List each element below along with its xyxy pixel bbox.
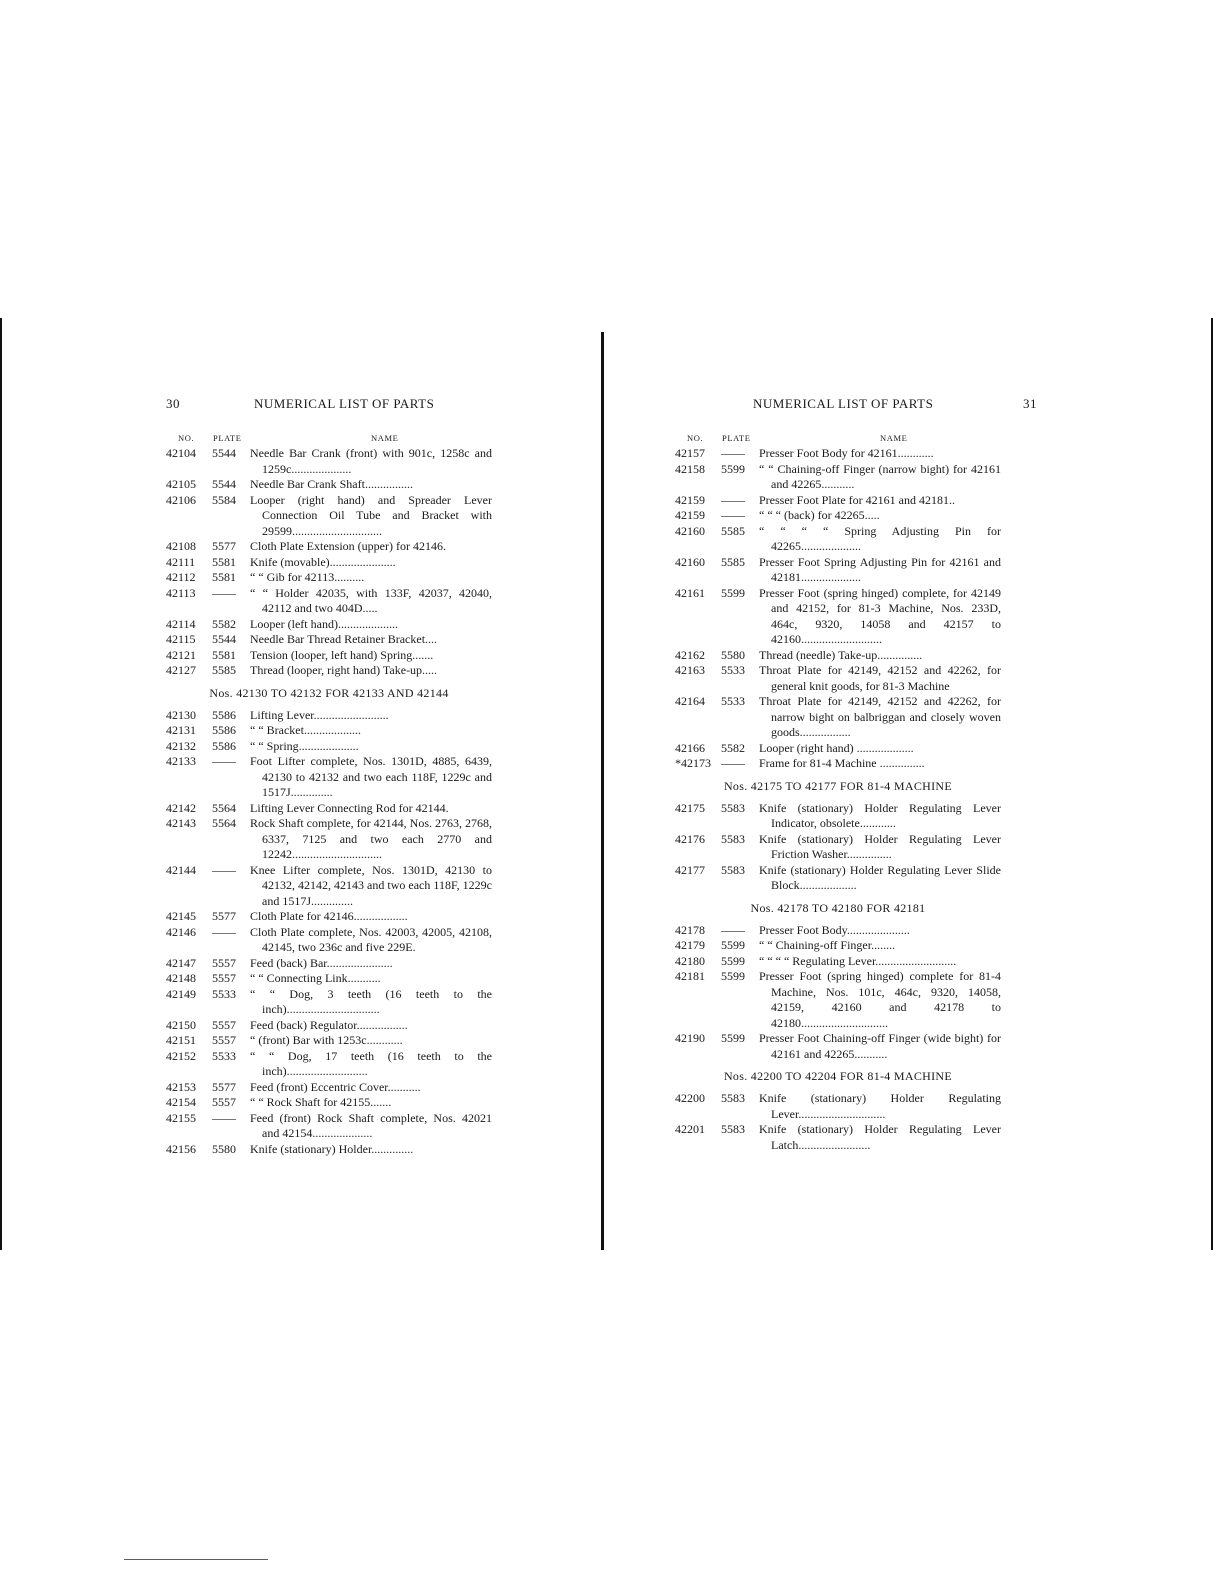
part-row [675,493,1001,509]
part-row [675,938,1001,954]
part-name: “ “ “ “ Regulating Lever........................... [759,953,957,968]
part-name-cell [250,925,492,956]
part-name-cell [250,663,492,679]
part-number: 42144 [166,862,196,877]
part-number: 42127 [166,663,196,677]
part-name-cell [250,816,492,863]
part-row [166,1142,492,1158]
part-number: 42105 [166,477,196,491]
part-name-cell [250,648,492,664]
part-number: 42201 [675,1122,705,1136]
part-row [675,648,1001,664]
plate-number: 5585 [721,554,745,569]
part-name-cell [759,832,1001,863]
plate-number: 5599 [721,969,745,983]
part-name-cell [759,923,1001,939]
part-row [166,663,492,679]
plate-number: —— [212,924,236,939]
part-row [675,863,1001,894]
part-row [166,446,492,477]
part-name: Presser Foot (spring hinged) complete, for 42149 and 42152, for 81-3 Machine, Nos. 233D, 464c, 9320, 14058 and 42157 to 42160........................... [759,585,1001,646]
part-name-cell [759,493,1001,509]
part-number: 42113 [166,585,196,600]
part-name-cell [250,493,492,540]
plate-number: 5584 [212,492,236,507]
part-number: 42145 [166,909,196,923]
part-name-cell [250,956,492,972]
part-number: 42178 [675,922,705,937]
part-name-cell [759,863,1001,894]
page-title: NUMERICAL LIST OF PARTS [753,396,934,411]
plate-number: 5577 [212,1079,236,1094]
part-name: Feed (front) Eccentric Cover........... [250,1079,421,1094]
part-number: 42157 [675,446,705,460]
plate-number: 5599 [721,953,745,968]
part-name: Looper (right hand) and Spreader Lever Connection Oil Tube and Bracket with 29599.............................. [250,492,492,538]
part-row [675,555,1001,586]
plate-number: 5585 [721,523,745,538]
part-name-cell [250,1111,492,1142]
part-name: Knife (stationary) Holder Regulating Lever Indicator, obsolete............ [759,800,1001,830]
part-name: Knife (stationary) Holder Regulating Lever Latch........................ [759,1122,1001,1152]
part-name-cell [759,663,1001,694]
part-number: 42163 [675,663,705,677]
part-number: 42153 [166,1079,196,1094]
part-number: 42150 [166,1017,196,1032]
part-name-cell [759,555,1001,586]
part-number: 42160 [675,523,705,538]
part-row [166,816,492,863]
header-name: NAME [371,433,399,443]
part-name: Presser Foot (spring hinged) complete for 81-4 Machine, Nos. 101c, 464c, 9320, 14058, 42159, 42160 and 42178 to 42180............................. [759,969,1001,1030]
part-name: “ “ “ (back) for 42265..... [759,508,880,522]
parts-list-c [675,923,1001,1063]
part-row [166,570,492,586]
part-row [675,969,1001,1031]
column-headers [166,430,492,446]
part-name-cell [250,1033,492,1049]
plate-number: 5533 [212,986,236,1001]
plate-number: 5577 [212,539,236,553]
part-name-cell [250,539,492,555]
part-number: 42200 [675,1091,705,1105]
part-row [166,956,492,972]
part-number: 42112 [166,570,196,584]
part-number: 42133 [166,754,196,768]
part-number: 42155 [166,1110,196,1125]
part-number: 42106 [166,492,196,507]
part-name: “ “ Chaining-off Finger (narrow bight) for 42161 and 42265........... [759,461,1001,491]
part-number: 42160 [675,554,705,569]
part-number: 42142 [166,800,196,815]
plate-number: 5580 [721,647,745,662]
part-number: 42143 [166,816,196,830]
plate-number: —— [721,922,745,937]
part-row [166,1080,492,1096]
part-number: 42181 [675,969,705,983]
column-headers [675,430,1001,446]
part-name-cell [250,971,492,987]
plate-number: 5582 [721,740,745,755]
part-name-cell [759,801,1001,832]
part-name-cell [250,477,492,493]
page-number: 31 [1023,396,1037,411]
part-row [166,555,492,571]
part-name-cell [759,954,1001,970]
part-row [166,586,492,617]
part-name: Frame for 81-4 Machine ............... [759,756,925,770]
part-name: Feed (back) Bar...................... [250,955,393,970]
plate-number: —— [721,508,745,522]
part-row [166,1111,492,1142]
plate-number: 5582 [212,616,236,631]
part-row [166,863,492,910]
plate-number: 5586 [212,738,236,753]
part-number: 42130 [166,707,196,722]
parts-list-b [166,708,492,1158]
plate-number: 5586 [212,723,236,737]
right-running-head [675,396,1037,416]
plate-number: 5544 [212,477,236,491]
part-name: “ “ Holder 42035, with 133F, 42037, 42040, 42112 and two 404D..... [250,585,492,615]
part-number: 42159 [675,492,705,507]
header-no: NO. [178,433,195,443]
part-name: Feed (front) Rock Shaft complete, Nos. 42021 and 42154.................... [250,1110,492,1140]
part-row [675,954,1001,970]
part-name: Presser Foot Chaining-off Finger (wide bight) for 42161 and 42265........... [759,1031,1001,1061]
plate-number: —— [721,492,745,507]
part-number: 42154 [166,1095,196,1109]
part-row [675,832,1001,863]
part-row [675,446,1001,462]
plate-number: 5581 [212,554,236,569]
part-name-cell [250,446,492,477]
plate-number: 5533 [212,1048,236,1063]
part-number: 42190 [675,1031,705,1045]
part-number: 42180 [675,953,705,968]
part-name-cell [759,508,1001,524]
part-row [166,708,492,724]
header-plate: PLATE [213,433,242,443]
part-number: 42146 [166,924,196,939]
part-name: Presser Foot Spring Adjusting Pin for 42161 and 42181.................... [759,554,1001,584]
part-number: 42104 [166,446,196,460]
part-row [166,493,492,540]
part-name: Cloth Plate for 42146.................. [250,909,408,923]
part-number: 42162 [675,647,705,662]
parts-list-a [675,446,1001,772]
bottom-link-line [124,1559,268,1560]
plate-number: 5583 [721,862,745,877]
part-row [166,971,492,987]
part-name: Feed (back) Regulator................. [250,1017,408,1032]
part-name: Looper (right hand) ................... [759,740,914,755]
plate-number: 5557 [212,971,236,985]
part-name: Knife (movable)...................... [250,554,396,569]
plate-number: 5583 [721,800,745,815]
part-name: Needle Bar Crank (front) with 901c, 1258c and 1259c.................... [250,446,492,476]
part-name-cell [250,801,492,817]
plate-number: 5580 [212,1141,236,1156]
plate-number: 5544 [212,632,236,646]
header-name: NAME [880,433,908,443]
part-name: “ “ Rock Shaft for 42155....... [250,1095,392,1109]
header-no: NO. [687,433,704,443]
plate-number: 5557 [212,1033,236,1047]
part-name-cell [759,694,1001,741]
part-number: 42114 [166,616,196,631]
part-name-cell [250,723,492,739]
left-scan-edge [0,318,2,1250]
part-name-cell [759,446,1001,462]
part-name: Throat Plate for 42149, 42152 and 42262, for narrow bight on balbriggan and closely woven goods................. [759,694,1001,739]
plate-number: 5583 [721,1091,745,1105]
part-name: “ (front) Bar with 1253c............ [250,1033,403,1047]
part-name: Thread (needle) Take-up............... [759,647,923,662]
part-name: Rock Shaft complete, for 42144, Nos. 2763, 2768, 6337, 7125 and two each 2770 and 12242.............................. [250,816,492,861]
part-name: Throat Plate for 42149, 42152 and 42262, for general knit goods, for 81-3 Machine [759,663,1001,693]
part-name: Tension (looper, left hand) Spring....... [250,647,434,662]
part-row [166,801,492,817]
plate-number: 5599 [721,938,745,952]
parts-list-a [166,446,492,679]
part-row [675,741,1001,757]
part-name: Lifting Lever......................... [250,707,389,722]
plate-number: 5599 [721,461,745,476]
part-number: *42173 [675,756,711,770]
part-row [166,987,492,1018]
part-name-cell [759,1031,1001,1062]
parts-list-b [675,801,1001,894]
part-row [166,723,492,739]
part-name: Needle Bar Crank Shaft................ [250,477,413,491]
right-page [675,396,1037,1153]
part-name-cell [759,938,1001,954]
part-number: 42177 [675,862,705,877]
section-heading: Nos. 42130 TO 42132 FOR 42133 AND 42144 [209,685,449,700]
part-name-cell [759,1091,1001,1122]
plate-number: 5533 [721,694,745,708]
plate-number: 5564 [212,800,236,815]
part-number: 42115 [166,632,196,646]
part-row [166,632,492,648]
page-spine [601,332,604,1250]
part-row [675,508,1001,524]
part-name: Presser Foot Body..................... [759,922,910,937]
plate-number: 5557 [212,1095,236,1109]
part-number: 42166 [675,740,705,755]
part-row [675,923,1001,939]
part-row [675,663,1001,694]
part-name-cell [759,586,1001,648]
part-number: 42132 [166,738,196,753]
plate-number: 5581 [212,570,236,584]
part-name-cell [250,632,492,648]
part-number: 42111 [166,554,196,569]
part-number: 42164 [675,694,705,708]
part-name: Needle Bar Thread Retainer Bracket.... [250,632,438,646]
part-name: “ “ Dog, 17 teeth (16 teeth to the inch)........................... [250,1048,492,1078]
part-number: 42156 [166,1141,196,1156]
part-row [166,925,492,956]
part-name: Cloth Plate complete, Nos. 42003, 42005, 42108, 42145, two 236c and five 229E. [250,924,492,954]
part-row [166,539,492,555]
part-name: “ “ Spring.................... [250,738,359,753]
part-row [675,694,1001,741]
part-name: “ “ Connecting Link........... [250,971,381,985]
plate-number: 5577 [212,909,236,923]
part-number: 42108 [166,539,196,553]
part-number: 42151 [166,1033,196,1047]
part-number: 42121 [166,647,196,662]
part-number: 42158 [675,461,705,476]
plate-number: 5585 [212,663,236,677]
part-row [675,524,1001,555]
part-name-cell [250,570,492,586]
part-number: 42147 [166,955,196,970]
part-name-cell [250,708,492,724]
part-name: Foot Lifter complete, Nos. 1301D, 4885, 6439, 42130 to 42132 and two each 118F, 1229c and 1517J.............. [250,754,492,799]
left-running-head [166,396,492,416]
part-row [166,617,492,633]
part-name: Thread (looper, right hand) Take-up..... [250,663,438,677]
plate-number: 5557 [212,955,236,970]
part-row [166,1095,492,1111]
plate-number: 5599 [721,585,745,600]
part-name: Knife (stationary) Holder Regulating Lever Slide Block................... [759,862,1001,892]
part-row [166,754,492,801]
plate-number: —— [212,862,236,877]
part-name: Presser Foot Body for 42161............ [759,446,934,460]
part-row [166,1018,492,1034]
part-name: “ “ Gib for 42113.......... [250,570,365,584]
part-name-cell [759,741,1001,757]
part-name-cell [250,586,492,617]
part-name-cell [250,739,492,755]
part-row [166,909,492,925]
part-row [166,1033,492,1049]
part-name-cell [250,1018,492,1034]
part-row [675,801,1001,832]
part-number: 42161 [675,585,705,600]
part-name-cell [250,1142,492,1158]
plate-number: 5533 [721,663,745,677]
part-name-cell [250,617,492,633]
part-row [675,462,1001,493]
part-name-cell [250,555,492,571]
plate-number: —— [721,446,745,460]
part-name-cell [250,1049,492,1080]
section-heading: Nos. 42200 TO 42204 FOR 81-4 MACHINE [723,1069,953,1083]
part-name-cell [250,754,492,801]
part-name: “ “ Bracket................... [250,723,361,737]
plate-number: 5581 [212,647,236,662]
part-name: Knife (stationary) Holder Regulating Lever............................. [759,1091,1001,1121]
part-row [166,477,492,493]
part-name-cell [759,462,1001,493]
part-name-cell [250,909,492,925]
part-name-cell [759,648,1001,664]
part-row [166,739,492,755]
plate-number: —— [212,1110,236,1125]
plate-number: 5583 [721,831,745,846]
left-page [166,396,492,1157]
part-name-cell [250,987,492,1018]
page-number: 30 [166,396,180,411]
part-name: “ “ Dog, 3 teeth (16 teeth to the inch)............................... [250,986,492,1016]
plate-number: —— [212,754,236,768]
part-name: “ “ Chaining-off Finger........ [759,938,896,952]
page-title: NUMERICAL LIST OF PARTS [254,396,435,411]
part-row [675,1091,1001,1122]
part-number: 42152 [166,1048,196,1063]
part-name: Knife (stationary) Holder Regulating Lever Friction Washer............... [759,831,1001,861]
plate-number: —— [721,756,745,770]
plate-number: —— [212,585,236,600]
part-row [675,1031,1001,1062]
part-number: 42149 [166,986,196,1001]
part-name-cell [250,863,492,910]
plate-number: 5599 [721,1031,745,1045]
part-row [675,586,1001,648]
part-name-cell [759,969,1001,1031]
right-scan-edge [1211,318,1213,1250]
plate-number: 5583 [721,1122,745,1136]
part-number: 42176 [675,831,705,846]
part-name: Lifting Lever Connecting Rod for 42144. [250,800,449,815]
part-row [675,756,1001,772]
part-name: Knife (stationary) Holder.............. [250,1141,414,1156]
part-name-cell [759,1122,1001,1153]
part-row [166,1049,492,1080]
part-number: 42179 [675,938,705,952]
part-name-cell [250,1080,492,1096]
part-row [166,648,492,664]
parts-list-d [675,1091,1001,1153]
header-plate: PLATE [722,433,751,443]
part-number: 42159 [675,508,705,522]
plate-number: 5557 [212,1017,236,1032]
part-name: Presser Foot Plate for 42161 and 42181.. [759,492,955,507]
section-heading: Nos. 42175 TO 42177 FOR 81-4 MACHINE [723,778,953,793]
part-name-cell [759,756,1001,772]
plate-number: 5586 [212,707,236,722]
section-heading: Nos. 42178 TO 42180 FOR 42181 [750,900,926,915]
part-number: 42175 [675,800,705,815]
part-number: 42148 [166,971,196,985]
part-name: Knee Lifter complete, Nos. 1301D, 42130 to 42132, 42142, 42143 and two each 118F, 1229c and 1517J.............. [250,862,492,908]
part-name-cell [759,524,1001,555]
part-name: “ “ “ “ Spring Adjusting Pin for 42265.................... [759,523,1001,553]
part-number: 42131 [166,723,196,737]
part-row [675,1122,1001,1153]
part-name: Looper (left hand).................... [250,616,398,631]
plate-number: 5564 [212,816,236,830]
part-name: Cloth Plate Extension (upper) for 42146. [250,539,446,553]
plate-number: 5544 [212,446,236,460]
part-name-cell [250,1095,492,1111]
